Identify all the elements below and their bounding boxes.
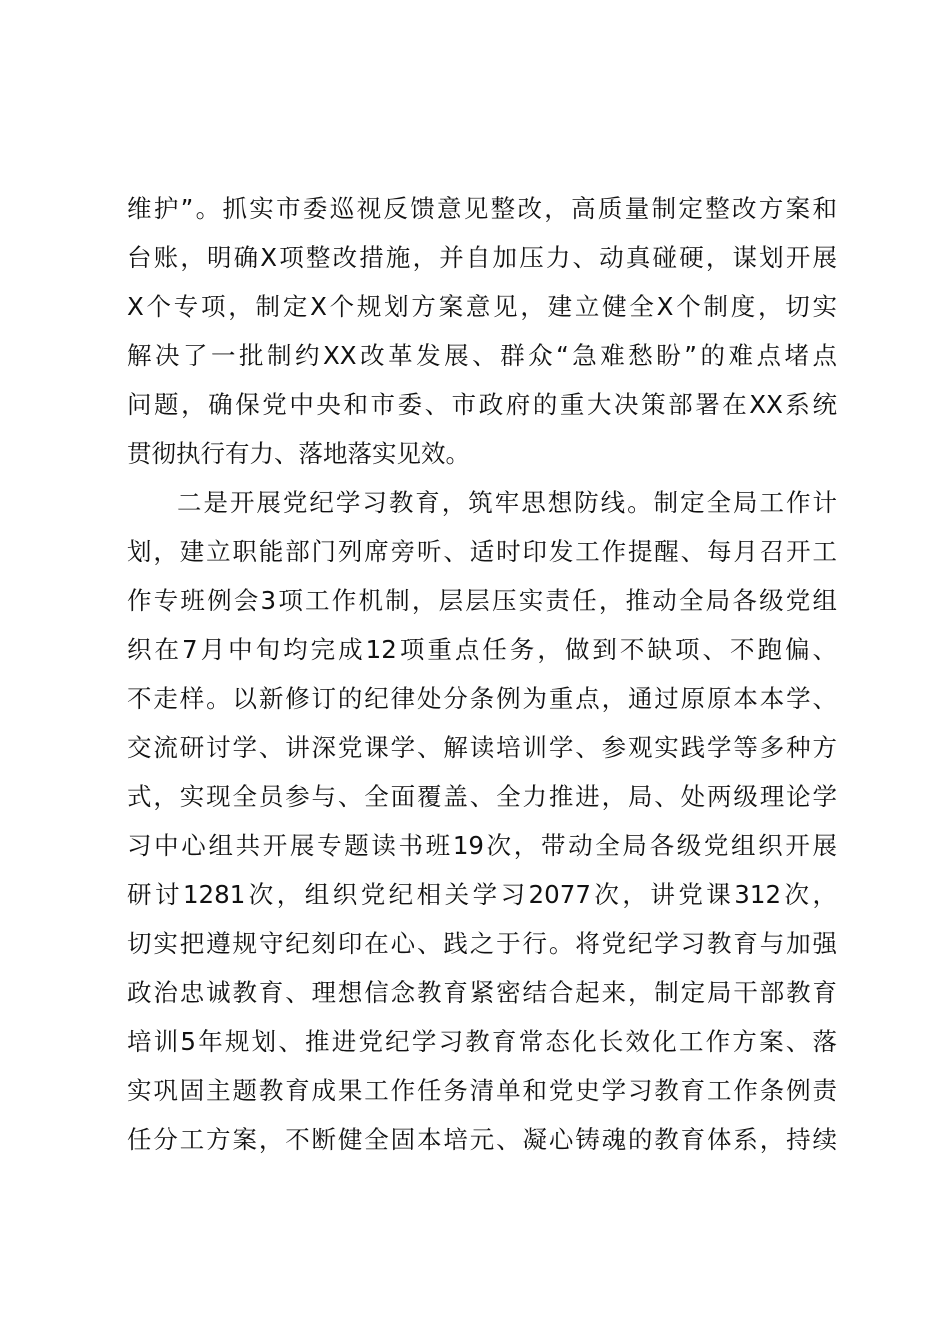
paragraph-2-line-9: 研讨1281次，组织党纪相关学习2077次，讲党课312次，	[127, 880, 837, 909]
paragraph-2-line-13: 实巩固主题教育成果工作任务清单和党史学习教育工作条例责	[127, 1076, 837, 1105]
paragraph-1-line-6: 贯彻执行有力、落地落实见效。	[127, 439, 470, 468]
paragraph-1-line-3: X个专项，制定X个规划方案意见，建立健全X个制度，切实	[127, 292, 837, 321]
paragraph-2-line-12: 培训5年规划、推进党纪学习教育常态化长效化工作方案、落	[127, 1027, 837, 1056]
document-body	[127, 184, 837, 1164]
paragraph-1-line-4: 解决了一批制约XX改革发展、群众“急难愁盼”的难点堵点	[127, 341, 837, 370]
paragraph-2-line-1: 二是开展党纪学习教育，筑牢思想防线。制定全局工作计	[177, 488, 837, 517]
paragraph-2-line-7: 式，实现全员参与、全面覆盖、全力推进，局、处两级理论学	[127, 782, 837, 811]
paragraph-1-line-1: 维护”。抓实市委巡视反馈意见整改，高质量制定整改方案和	[127, 194, 837, 223]
paragraph-2-line-2: 划，建立职能部门列席旁听、适时印发工作提醒、每月召开工	[127, 537, 837, 566]
paragraph-2-line-10: 切实把遵规守纪刻印在心、践之于行。将党纪学习教育与加强	[127, 929, 837, 958]
paragraph-2-line-3: 作专班例会3项工作机制，层层压实责任，推动全局各级党组	[127, 586, 837, 615]
paragraph-1-line-5: 问题，确保党中央和市委、市政府的重大决策部署在XX系统	[127, 390, 837, 419]
paragraph-1-line-2: 台账，明确X项整改措施，并自加压力、动真碰硬，谋划开展	[127, 243, 837, 272]
paragraph-2-line-8: 习中心组共开展专题读书班19次，带动全局各级党组织开展	[127, 831, 837, 860]
paragraph-2-line-4: 织在7月中旬均完成12项重点任务，做到不缺项、不跑偏、	[127, 635, 837, 664]
paragraph-2-line-11: 政治忠诚教育、理想信念教育紧密结合起来，制定局干部教育	[127, 978, 837, 1007]
paragraph-2-line-5: 不走样。以新修订的纪律处分条例为重点，通过原原本本学、	[127, 684, 837, 713]
paragraph-2-line-6: 交流研讨学、讲深党课学、解读培训学、参观实践学等多种方	[127, 733, 837, 762]
paragraph-2-line-14: 任分工方案，不断健全固本培元、凝心铸魂的教育体系，持续	[127, 1125, 837, 1154]
